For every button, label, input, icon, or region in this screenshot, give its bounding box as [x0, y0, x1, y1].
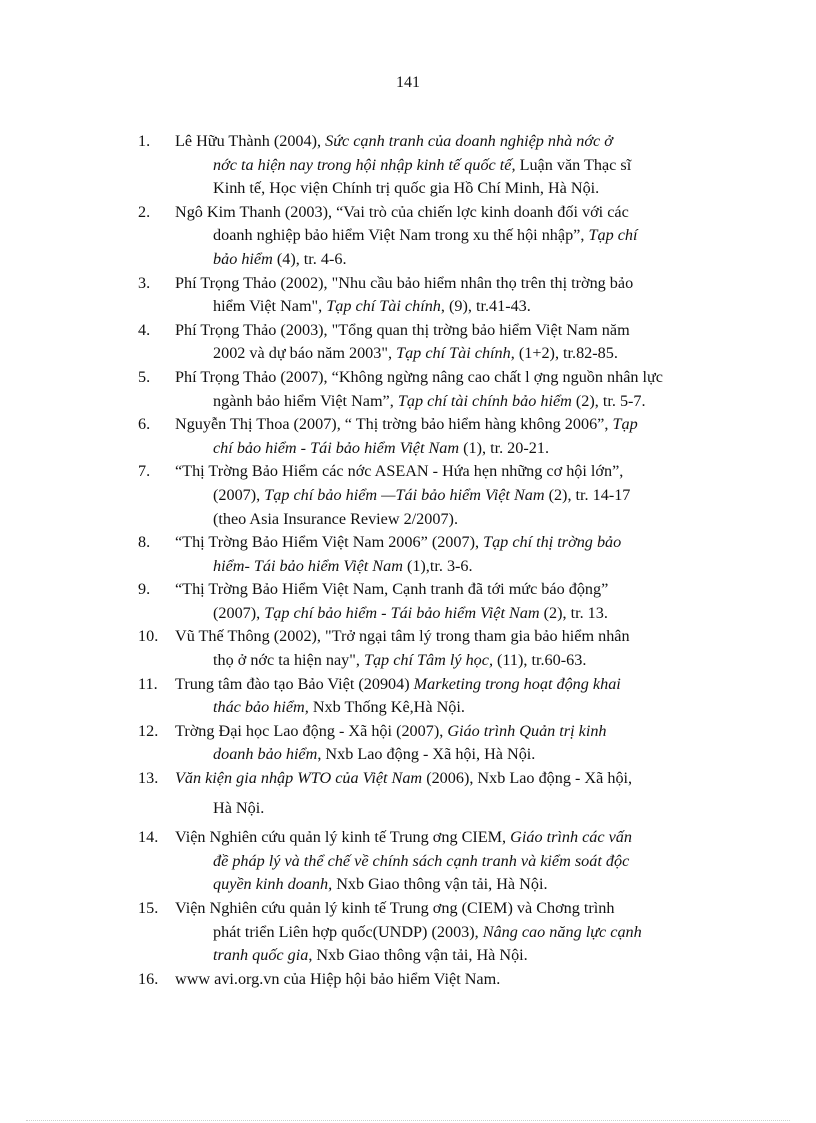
text-segment: www avi.org.vn của Hiệp hội bảo hiểm Việt Nam. [175, 969, 501, 988]
text-segment: , (9), tr.41-43. [440, 297, 531, 316]
italic-title-segment: đề pháp lý và thể chế về chính sách cạnh tranh và kiểm soát độc [213, 851, 630, 870]
reference-text [175, 578, 738, 625]
italic-title-segment: Nâng cao năng lực cạnh [482, 922, 642, 941]
reference-item [138, 413, 738, 460]
reference-line [175, 897, 738, 921]
reference-number: 11. [138, 674, 158, 693]
text-segment: Trung tâm đào tạo Bảo Việt (20904) [175, 674, 414, 693]
italic-title-segment: Sức cạnh tranh của doanh nghiệp nhà nớc ở [325, 132, 613, 150]
text-segment: hiểm Việt Nam", [213, 297, 327, 316]
reference-text [175, 201, 738, 272]
reference-list [138, 130, 738, 991]
reference-number: 1. [138, 132, 151, 150]
italic-title-segment: Tạp [612, 415, 638, 434]
text-segment: , Nxb Lao động - Xã hội, Hà Nội. [317, 745, 536, 764]
reference-line [175, 460, 738, 484]
italic-title-segment: Tạp chí bảo hiểm - Tái bảo hiểm Việt Nam [264, 603, 540, 622]
reference-text [175, 673, 738, 720]
reference-item [138, 531, 738, 578]
reference-line [175, 555, 738, 579]
reference-number: 3. [138, 273, 151, 292]
text-segment: Nxb Thống Kê,Hà Nội. [308, 698, 465, 717]
reference-text [175, 625, 738, 672]
reference-text [175, 413, 738, 460]
italic-title-segment: Tạp chí Tài chính [326, 297, 441, 316]
reference-item [138, 968, 738, 992]
text-segment: (2006), Nxb Lao động - Xã hội, [422, 769, 633, 788]
italic-title-segment: Tạp chí Tài chính [396, 344, 511, 363]
reference-line [175, 850, 738, 874]
text-segment: Phí Trọng Thảo (2007), “Không ngừng nâng cao chất l ợng nguồn nhân lực [175, 367, 663, 386]
reference-line [175, 319, 738, 343]
reference-line [175, 248, 738, 272]
reference-line [175, 130, 738, 154]
italic-title-segment: Văn kiện gia nhập WTO của Việt Nam [175, 769, 423, 788]
text-segment: Phí Trọng Thảo (2003), "Tổng quan thị trờng bảo hiểm Việt Nam năm [175, 320, 630, 339]
reference-text [175, 319, 738, 366]
reference-text [175, 767, 738, 820]
reference-line [175, 342, 738, 366]
text-segment: “Thị Trờng Bảo Hiểm các nớc ASEAN - Hứa hẹn những cơ hội lớn”, [175, 462, 624, 481]
italic-title-segment: bảo hiểm [213, 249, 273, 268]
italic-title-segment: Marketing trong hoạt động khai [413, 674, 621, 693]
reference-line [175, 826, 738, 850]
italic-title-segment: doanh bảo hiểm [213, 745, 318, 764]
reference-line [175, 944, 738, 968]
italic-title-segment: thác bảo hiểm, [213, 698, 309, 717]
reference-line [175, 177, 738, 201]
reference-item [138, 130, 738, 201]
text-segment: Luận văn Thạc sĩ [515, 155, 632, 174]
reference-line [175, 578, 738, 602]
reference-number: 2. [138, 202, 151, 221]
reference-text [175, 826, 738, 897]
italic-title-segment: Giáo trình các vấn [510, 828, 632, 847]
text-segment: , Nxb Giao thông vận tải, Hà Nội. [308, 946, 528, 965]
reference-text [175, 531, 738, 578]
reference-line [175, 272, 738, 296]
reference-number: 15. [138, 899, 159, 917]
reference-item [138, 272, 738, 319]
reference-line [175, 390, 738, 414]
reference-item [138, 201, 738, 272]
reference-item [138, 767, 738, 820]
italic-title-segment: Tạp chí Tâm lý học, [363, 651, 493, 670]
text-segment: Nxb Giao thông vận tải, Hà Nội. [332, 875, 548, 894]
italic-title-segment: tranh quốc gia [213, 946, 309, 965]
reference-line [175, 743, 738, 767]
reference-number: 14. [138, 828, 159, 847]
italic-title-segment: nớc ta hiện nay trong hội nhập kinh tế quốc tế, [213, 155, 516, 174]
italic-title-segment: Tạp chí bảo hiểm —Tái bảo hiểm Việt Nam [264, 485, 545, 504]
reference-text [175, 720, 738, 767]
reference-number: 9. [138, 580, 151, 599]
reference-line [175, 224, 738, 248]
reference-line [175, 968, 738, 992]
reference-item [138, 578, 738, 625]
reference-text [175, 968, 738, 992]
reference-line [175, 531, 738, 555]
text-segment: phát triển Liên hợp quốc(UNDP) (2003), [213, 922, 483, 941]
reference-line [175, 484, 738, 508]
text-segment: (2), tr. 13. [539, 603, 608, 622]
reference-number: 12. [138, 721, 159, 740]
reference-item [138, 460, 738, 531]
reference-text [175, 366, 738, 413]
text-segment: Kinh tế, Học viện Chính trị quốc gia Hồ Chí Minh, Hà Nội. [213, 179, 600, 198]
text-segment: 2002 và dự báo năm 2003", [213, 344, 397, 363]
reference-line [175, 921, 738, 945]
text-segment: Ngô Kim Thanh (2003), “Vai trò của chiến lợc kinh doanh đối với các [175, 202, 629, 221]
text-segment: Phí Trọng Thảo (2002), "Nhu cầu bảo hiểm nhân thọ trên thị trờng bảo [175, 273, 634, 292]
text-segment: “Thị Trờng Bảo Hiểm Việt Nam, Cạnh tranh đã tới mức báo động” [175, 580, 609, 599]
reference-item [138, 897, 738, 968]
text-segment: Viện Nghiên cứu quản lý kinh tế Trung ơng CIEM, [175, 828, 511, 847]
reference-line [175, 437, 738, 461]
text-segment: (theo Asia Insurance Review 2/2007). [213, 509, 458, 528]
text-segment: (1), tr. 20-21. [459, 438, 549, 457]
reference-item [138, 366, 738, 413]
text-segment: Vũ Thế Thông (2002), "Trở ngại tâm lý trong tham gia bảo hiểm nhân [175, 627, 630, 646]
page-number: 141 [396, 74, 420, 91]
text-segment: Lê Hữu Thành (2004), [175, 132, 326, 150]
reference-line [175, 154, 738, 178]
text-segment: doanh nghiệp bảo hiểm Việt Nam trong xu thế hội nhập”, [213, 226, 589, 245]
italic-title-segment: quyền kinh doanh, [213, 875, 333, 894]
reference-number: 6. [138, 415, 151, 434]
text-segment: , (1+2), tr.82-85. [510, 344, 618, 363]
text-segment: (4), tr. 4-6. [272, 249, 347, 268]
reference-line [175, 649, 738, 673]
text-segment: Viện Nghiên cứu quản lý kinh tế Trung ơng (CIEM) và Chơng trình [175, 899, 615, 917]
reference-line [175, 767, 738, 791]
reference-number: 4. [138, 320, 151, 339]
text-segment: (2), tr. 5-7. [571, 391, 646, 410]
reference-line [175, 720, 738, 744]
italic-title-segment: Tạp chí tài chính bảo hiểm [397, 391, 572, 410]
reference-number: 10. [138, 627, 159, 646]
text-segment: Hà Nội. [213, 798, 265, 817]
reference-number: 8. [138, 533, 151, 552]
reference-number: 5. [138, 367, 151, 386]
reference-line [175, 413, 738, 437]
text-segment: (2), tr. 14-17 [544, 485, 631, 504]
reference-text [175, 130, 738, 201]
text-segment: “Thị Trờng Bảo Hiểm Việt Nam 2006” (2007), [175, 533, 484, 552]
italic-title-segment: Giáo trình Quản trị kinh [447, 721, 607, 740]
text-segment: (2007), [213, 485, 265, 504]
reference-item [138, 319, 738, 366]
text-segment: (1),tr. 3-6. [402, 556, 473, 575]
reference-line [175, 602, 738, 626]
footer-divider [26, 1120, 790, 1121]
reference-text [175, 460, 738, 531]
italic-title-segment: hiểm- Tái bảo hiểm Việt Nam [213, 556, 403, 575]
reference-text [175, 897, 738, 968]
italic-title-segment: Tạp chí [588, 226, 638, 245]
reference-item [138, 720, 738, 767]
reference-number: 13. [138, 769, 159, 788]
text-segment: ngành bảo hiểm Việt Nam”, [213, 391, 398, 410]
reference-item [138, 826, 738, 897]
reference-line [175, 873, 738, 897]
reference-item [138, 625, 738, 672]
italic-title-segment: Tạp chí thị trờng bảo [483, 533, 622, 552]
reference-line [175, 673, 738, 697]
text-segment: Nguyễn Thị Thoa (2007), “ Thị trờng bảo hiểm hàng không 2006”, [175, 415, 613, 434]
text-segment: (2007), [213, 603, 265, 622]
reference-number: 7. [138, 462, 151, 481]
text-segment: thọ ở nớc ta hiện nay", [213, 651, 364, 670]
reference-number: 16. [138, 969, 159, 988]
reference-line [175, 508, 738, 532]
italic-title-segment: chí bảo hiểm - Tái bảo hiểm Việt Nam [213, 438, 460, 457]
reference-line [175, 295, 738, 319]
reference-line [175, 696, 738, 720]
reference-text [175, 272, 738, 319]
reference-line [175, 201, 738, 225]
reference-line [175, 366, 738, 390]
reference-item [138, 673, 738, 720]
reference-line [175, 797, 738, 821]
text-segment: Trờng Đại học Lao động - Xã hội (2007), [175, 721, 448, 740]
reference-line [175, 625, 738, 649]
text-segment: (11), tr.60-63. [493, 651, 587, 670]
